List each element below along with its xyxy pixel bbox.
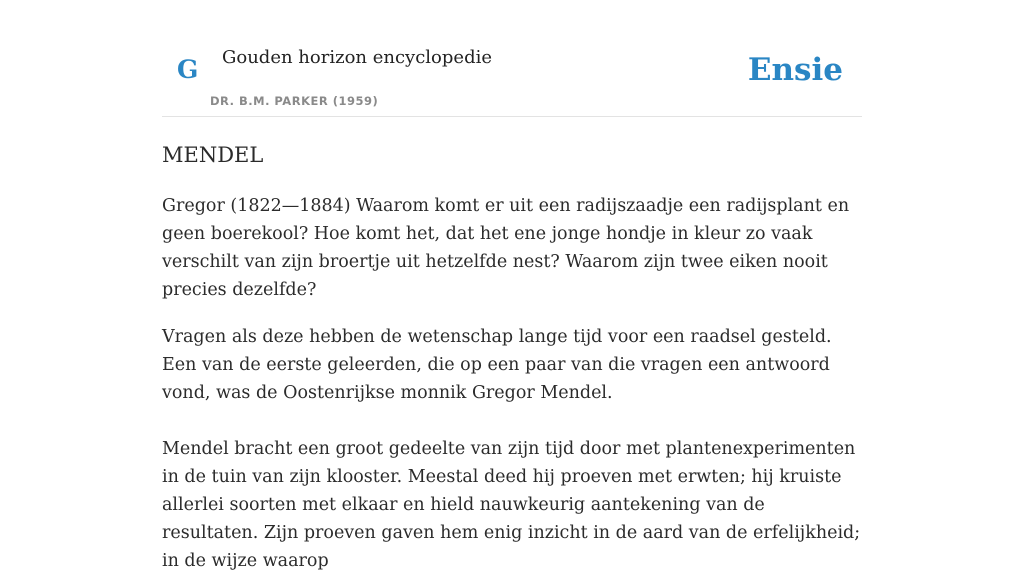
article-body <box>162 116 862 575</box>
article-paragraph: Vragen als deze hebben de wetenschap lange tijd voor een raadsel gesteld. Een van de eerste geleerden, die op een paar van die vragen een antwoord vond, was de Oostenrijkse monnik Gregor Mendel. <box>162 327 832 403</box>
book-title-link[interactable]: Gouden horizon encyclopedie <box>222 47 492 68</box>
book-author: DR. B.M. PARKER (1959) <box>210 94 379 108</box>
article-paragraph: Mendel bracht een groot gedeelte van zijn tijd door met plantenexperimenten in de tuin van zijn klooster. Meestal deed hij proeven met erwten; hij kruiste allerlei soorten met elkaar en hield nauwkeurig aantekening van de resultaten. Zijn proeven gaven hem enig inzicht in de aard van de erfelijkheid; in de wijze waarop <box>162 439 861 571</box>
book-header <box>162 0 862 117</box>
brand-logo[interactable]: Ensie <box>747 52 843 88</box>
book-logo-icon[interactable]: G <box>177 55 199 84</box>
article-title: MENDEL <box>162 143 264 167</box>
article-paragraph: Gregor (1822—1884) Waarom komt er uit een radijszaadje een radijsplant en geen boerekool? Hoe komt het, dat het ene jonge hondje in kleur zo vaak verschilt van zijn broertje uit hetzelfde nest? Waarom zijn twee eiken nooit precies dezelfde? <box>162 196 850 300</box>
